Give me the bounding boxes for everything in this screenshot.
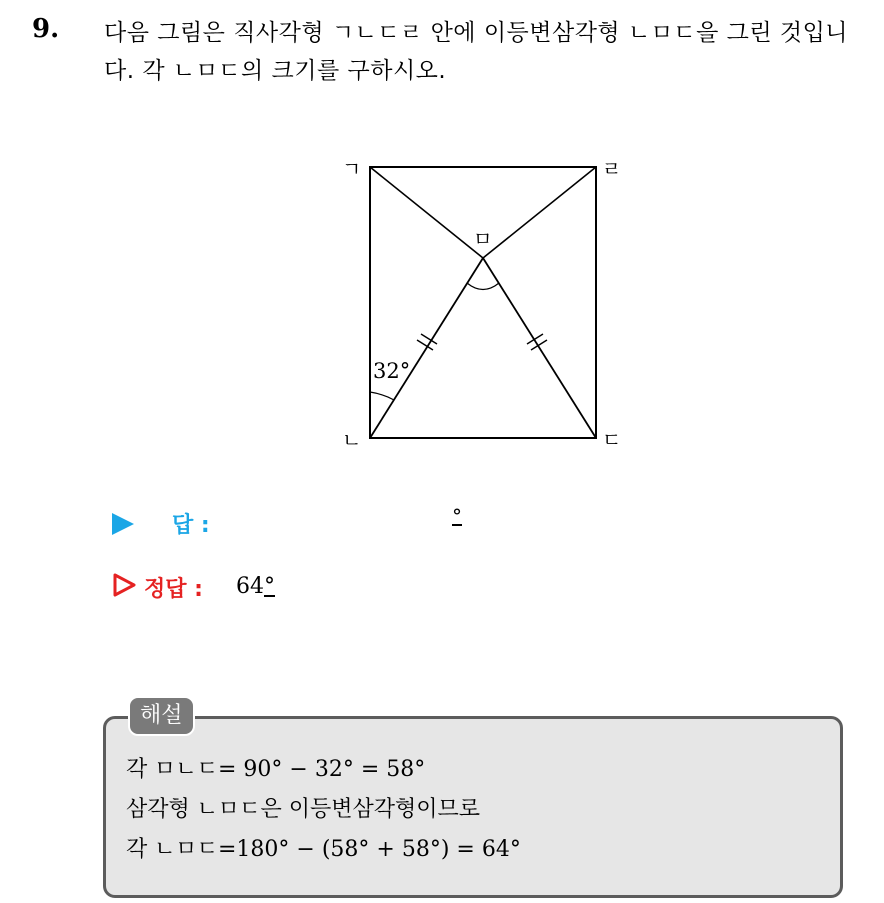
triangle-side-left bbox=[370, 258, 483, 438]
correct-answer-unit: ° bbox=[264, 574, 275, 599]
base-angle-arc bbox=[370, 392, 394, 400]
label-bottom-right: ㄷ bbox=[602, 428, 622, 452]
correct-answer-value: 64 bbox=[236, 574, 264, 599]
correct-arrow-icon bbox=[112, 572, 138, 598]
correct-label: 정답 : bbox=[144, 577, 203, 602]
line-top-right-to-apex bbox=[483, 167, 596, 258]
label-apex: ㅁ bbox=[473, 227, 493, 251]
solution-tag: 해설 bbox=[128, 696, 195, 736]
correct-answer bbox=[236, 574, 275, 599]
triangle-side-right bbox=[483, 258, 596, 438]
question-number: 9. bbox=[32, 14, 60, 44]
answer-unit[interactable]: ° bbox=[452, 504, 462, 528]
solution-line-2: 삼각형 ㄴㅁㄷ은 이등변삼각형이므로 bbox=[126, 797, 481, 822]
angle-label: 32° bbox=[373, 359, 411, 383]
line-top-left-to-apex bbox=[370, 167, 483, 258]
label-bottom-left: ㄴ bbox=[342, 428, 362, 452]
rectangle bbox=[370, 167, 596, 438]
apex-angle-arc bbox=[467, 283, 499, 290]
question-text: 다음 그림은 직사각형 ㄱㄴㄷㄹ 안에 이등변삼각형 ㄴㅁㄷ을 그린 것입니다. 각 ㄴㅁㄷ의 크기를 구하시오. bbox=[104, 20, 849, 84]
label-top-left: ㄱ bbox=[342, 157, 362, 181]
answer-label: 답 : bbox=[172, 513, 210, 538]
answer-arrow-icon bbox=[112, 513, 134, 535]
solution-line-1: 각 ㅁㄴㄷ= 90° − 32° = 58° bbox=[126, 757, 426, 782]
solution-line-3: 각 ㄴㅁㄷ=180° − (58° + 58°) = 64° bbox=[126, 837, 521, 862]
label-top-right: ㄹ bbox=[602, 157, 622, 181]
